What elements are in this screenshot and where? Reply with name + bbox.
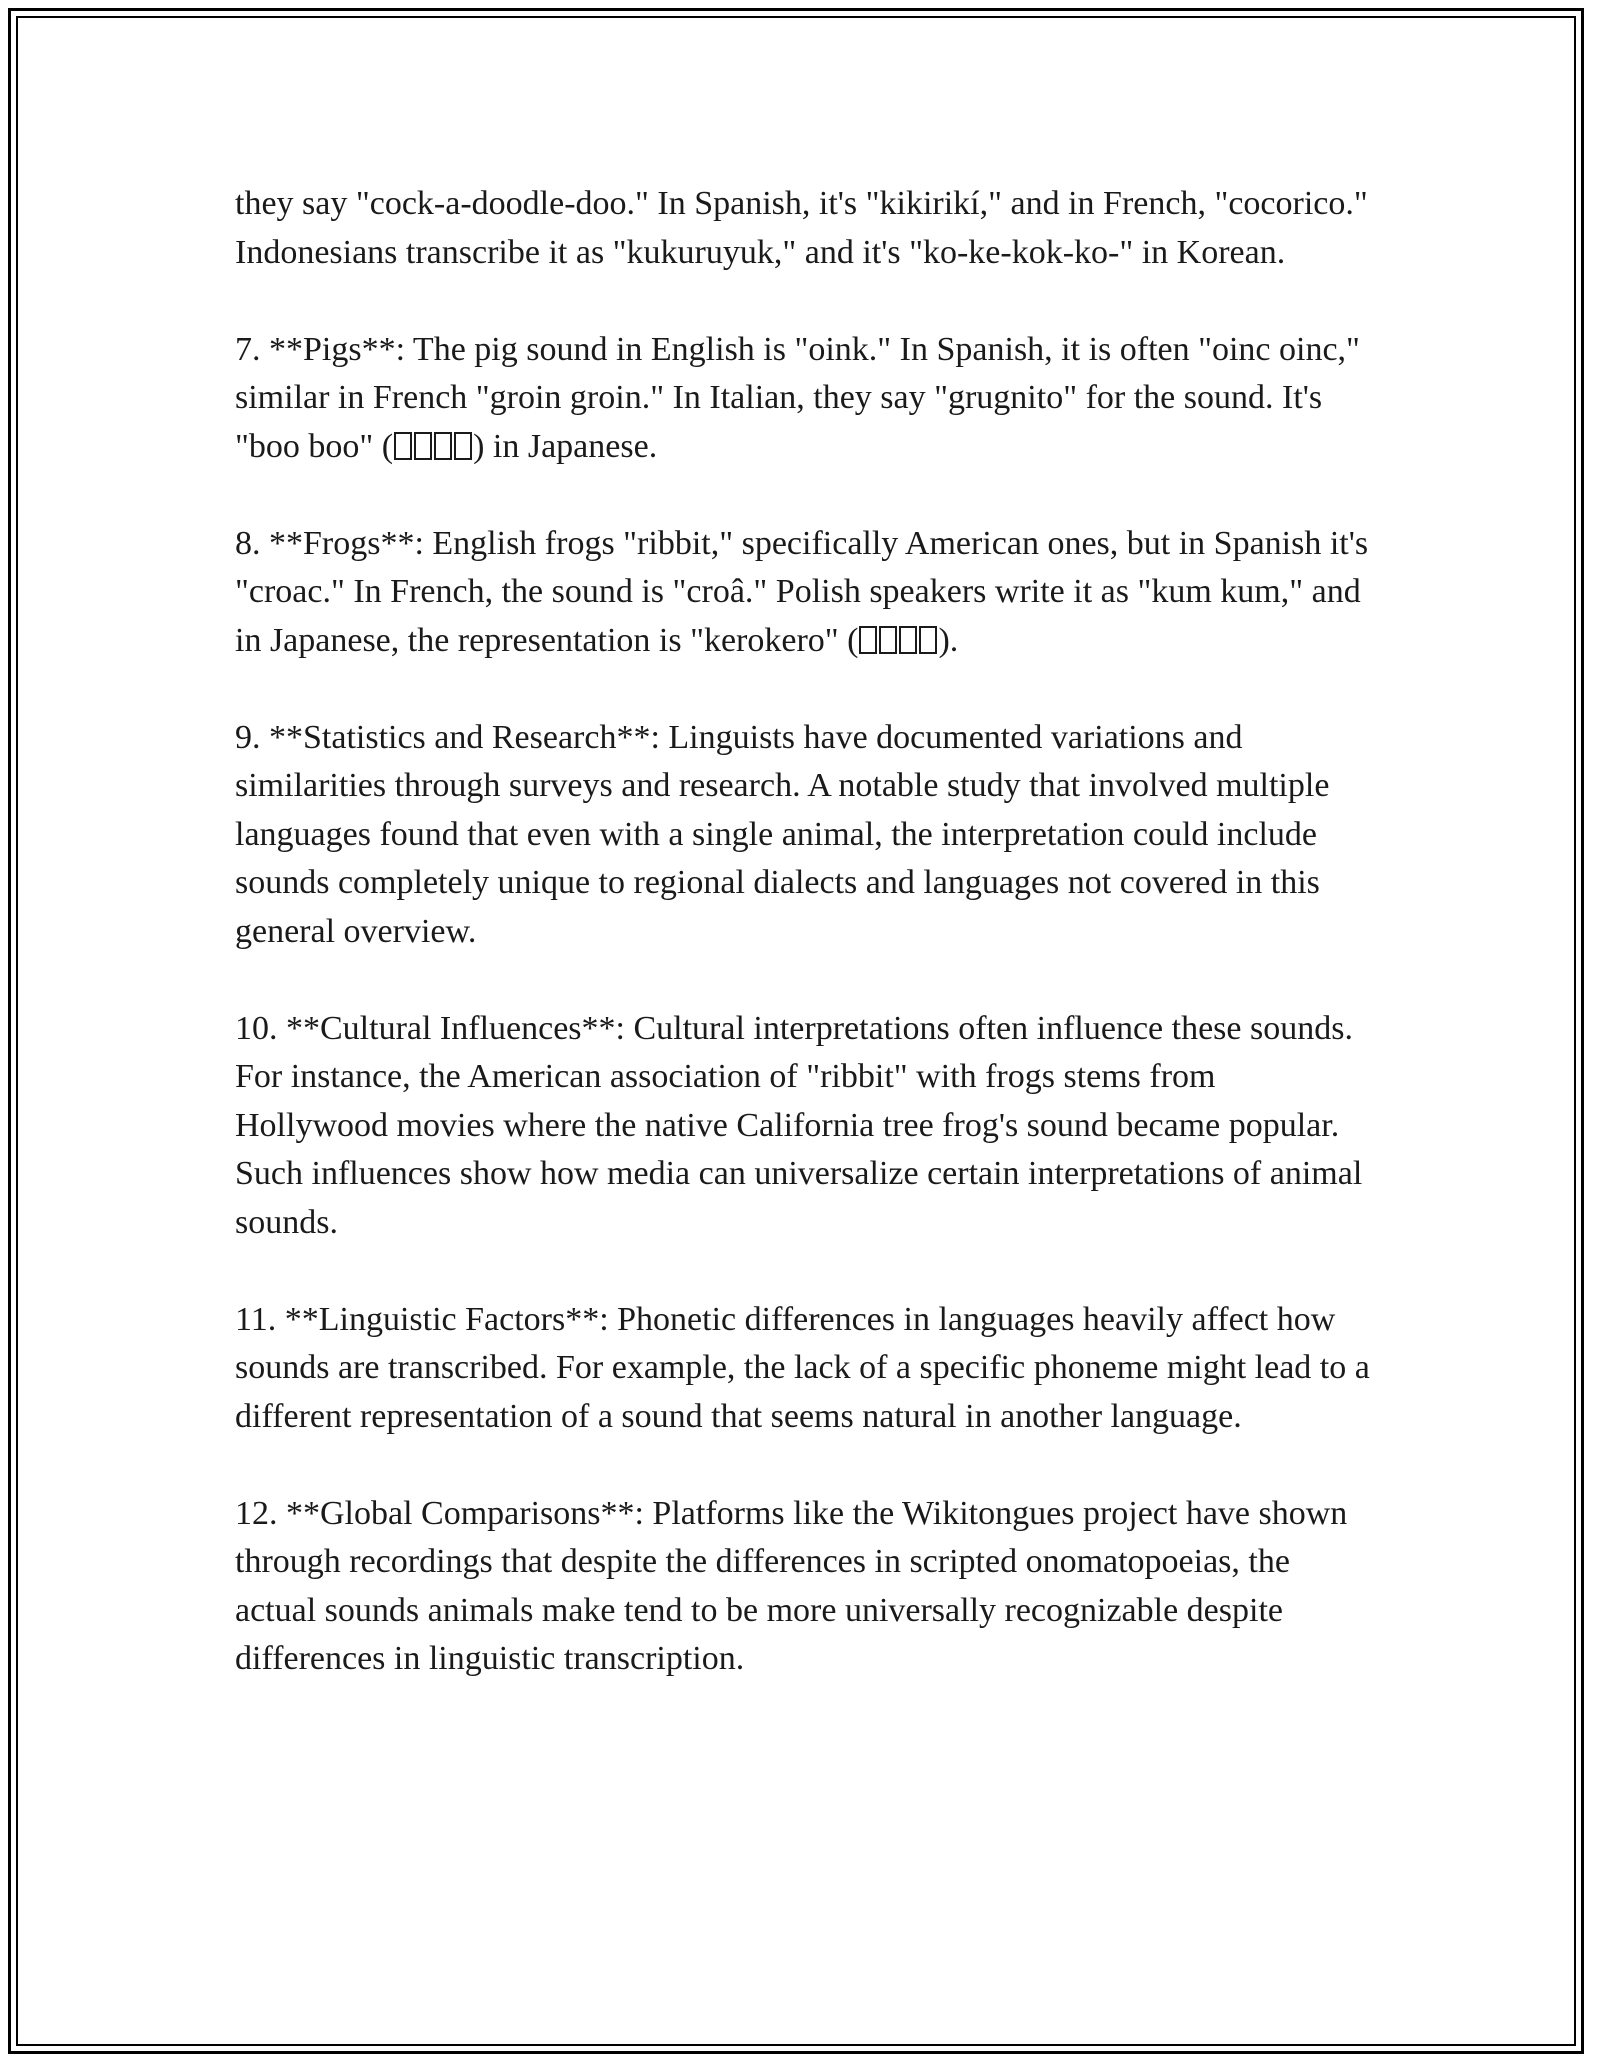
missing-glyph-icon <box>919 626 937 654</box>
paragraph-text: 10. **Cultural Influences**: Cultural interpretations often influence these sounds. For instance, the American association of "ribbit" with frogs stems from Hollywood movies where the native California tree frog's sound became popular. Such influences show how media can universalize certain interpretations of animal sounds. <box>235 1009 1363 1241</box>
document-body <box>235 180 1375 1732</box>
missing-glyph-icon <box>859 626 877 654</box>
paragraph-global <box>235 1490 1375 1684</box>
paragraph-statistics <box>235 714 1375 957</box>
paragraph-text: ) in Japanese. <box>473 427 658 465</box>
paragraph-linguistic <box>235 1296 1375 1442</box>
paragraph-text: 8. **Frogs**: English frogs "ribbit," specifically American ones, but in Spanish it's "croac." In French, the sound is "croâ." Polish speakers write it as "kum kum," and in Japanese, the representation is "kerokero" ( <box>235 524 1369 659</box>
missing-glyph-icon <box>414 432 432 460</box>
paragraph-text: they say "cock-a-doodle-doo." In Spanish, it's "kikirikí," and in French, "cocorico." Indonesians transcribe it as "kukuruyuk," and it's "ko-ke-kok-ko-" in Korean. <box>235 185 1368 271</box>
paragraph-text: 11. **Linguistic Factors**: Phonetic differences in languages heavily affect how sounds are transcribed. For example, the lack of a specific phoneme might lead to a different representation of a sound that seems natural in another language. <box>235 1300 1370 1435</box>
paragraph-frogs <box>235 520 1375 666</box>
paragraph-cultural <box>235 1005 1375 1248</box>
missing-glyph-icon <box>879 626 897 654</box>
paragraph-text: 12. **Global Comparisons**: Platforms like the Wikitongues project have shown through recordings that despite the differences in scripted onomatopoeias, the actual sounds animals make tend to be more universally recognizable despite differences in linguistic transcription. <box>235 1494 1348 1677</box>
missing-glyph-icon <box>454 432 472 460</box>
missing-glyph-icon <box>899 626 917 654</box>
paragraph-pigs <box>235 326 1375 472</box>
paragraph-text: ). <box>938 621 959 659</box>
missing-glyph-icon <box>394 432 412 460</box>
paragraph-text: 7. **Pigs**: The pig sound in English is "oink." In Spanish, it is often "oinc oinc," similar in French "groin groin." In Italian, they say "grugnito" for the sound. It's "boo boo" ( <box>235 330 1360 465</box>
missing-glyph-icon <box>434 432 452 460</box>
paragraph-text: 9. **Statistics and Research**: Linguists have documented variations and similarities through surveys and research. A notable study that involved multiple languages found that even with a single animal, the interpretation could include sounds completely unique to regional dialects and languages not covered in this general overview. <box>235 718 1330 950</box>
paragraph-rooster-continued <box>235 180 1375 277</box>
